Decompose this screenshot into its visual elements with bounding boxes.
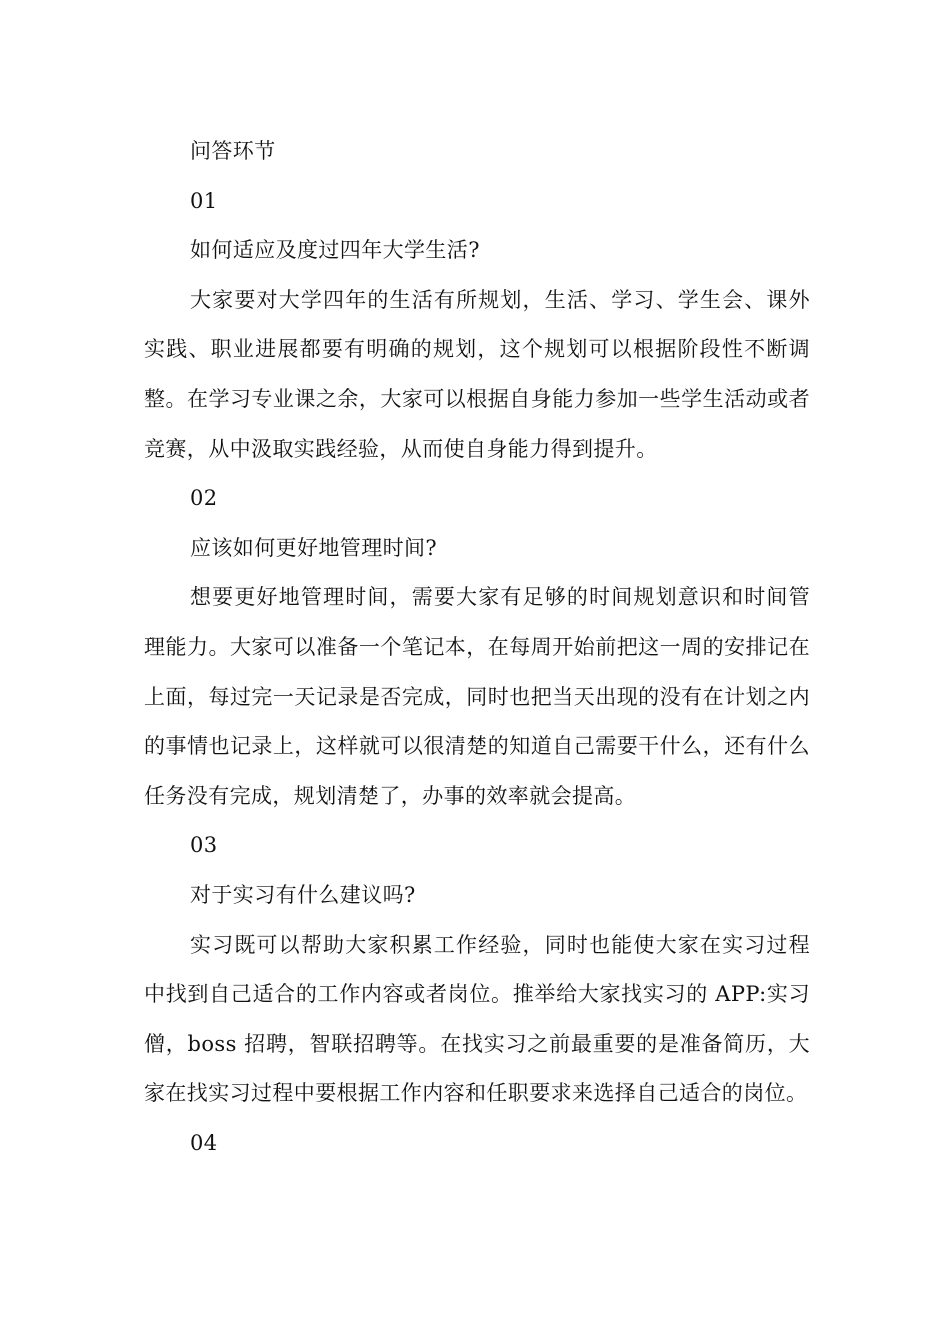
answer-paragraph: 实习既可以帮助大家积累工作经验，同时也能使大家在实习过程中找到自己适合的工作内容或者岗位。推举给大家找实习的 APP:实习僧，boss 招聘，智联招聘等。在找实习之前最重要的是准备简历，大家在找实习过程中要根据工作内容和任职要求来选择自己适合的岗位。 xyxy=(144,932,810,1106)
question-title: 对于实习有什么建议吗? xyxy=(190,882,416,907)
question-title: 应该如何更好地管理时间? xyxy=(190,535,438,560)
section-heading: 问答环节 xyxy=(190,139,276,163)
question-number: 02 xyxy=(190,486,218,511)
answer-paragraph: 想要更好地管理时间，需要大家有足够的时间规划意识和时间管理能力。大家可以准备一个笔记本，在每周开始前把这一周的安排记在上面，每过完一天记录是否完成，同时也把当天出现的没有在计划之内的事情也记录上，这样就可以很清楚的知道自己需要干什么，还有什么任务没有完成，规划清楚了，办事的效率就会提高。 xyxy=(144,585,810,808)
answer-paragraph: 大家要对大学四年的生活有所规划，生活、学习、学生会、课外实践、职业进展都要有明确的规划，这个规划可以根据阶段性不断调整。在学习专业课之余，大家可以根据自身能力参加一些学生活动或者竞赛，从中汲取实践经验，从而使自身能力得到提升。 xyxy=(144,287,810,461)
question-number: 04 xyxy=(190,1130,218,1155)
document-body xyxy=(144,127,810,1168)
question-number: 01 xyxy=(190,188,218,213)
question-number: 03 xyxy=(190,833,218,858)
question-title: 如何适应及度过四年大学生活? xyxy=(190,238,480,263)
